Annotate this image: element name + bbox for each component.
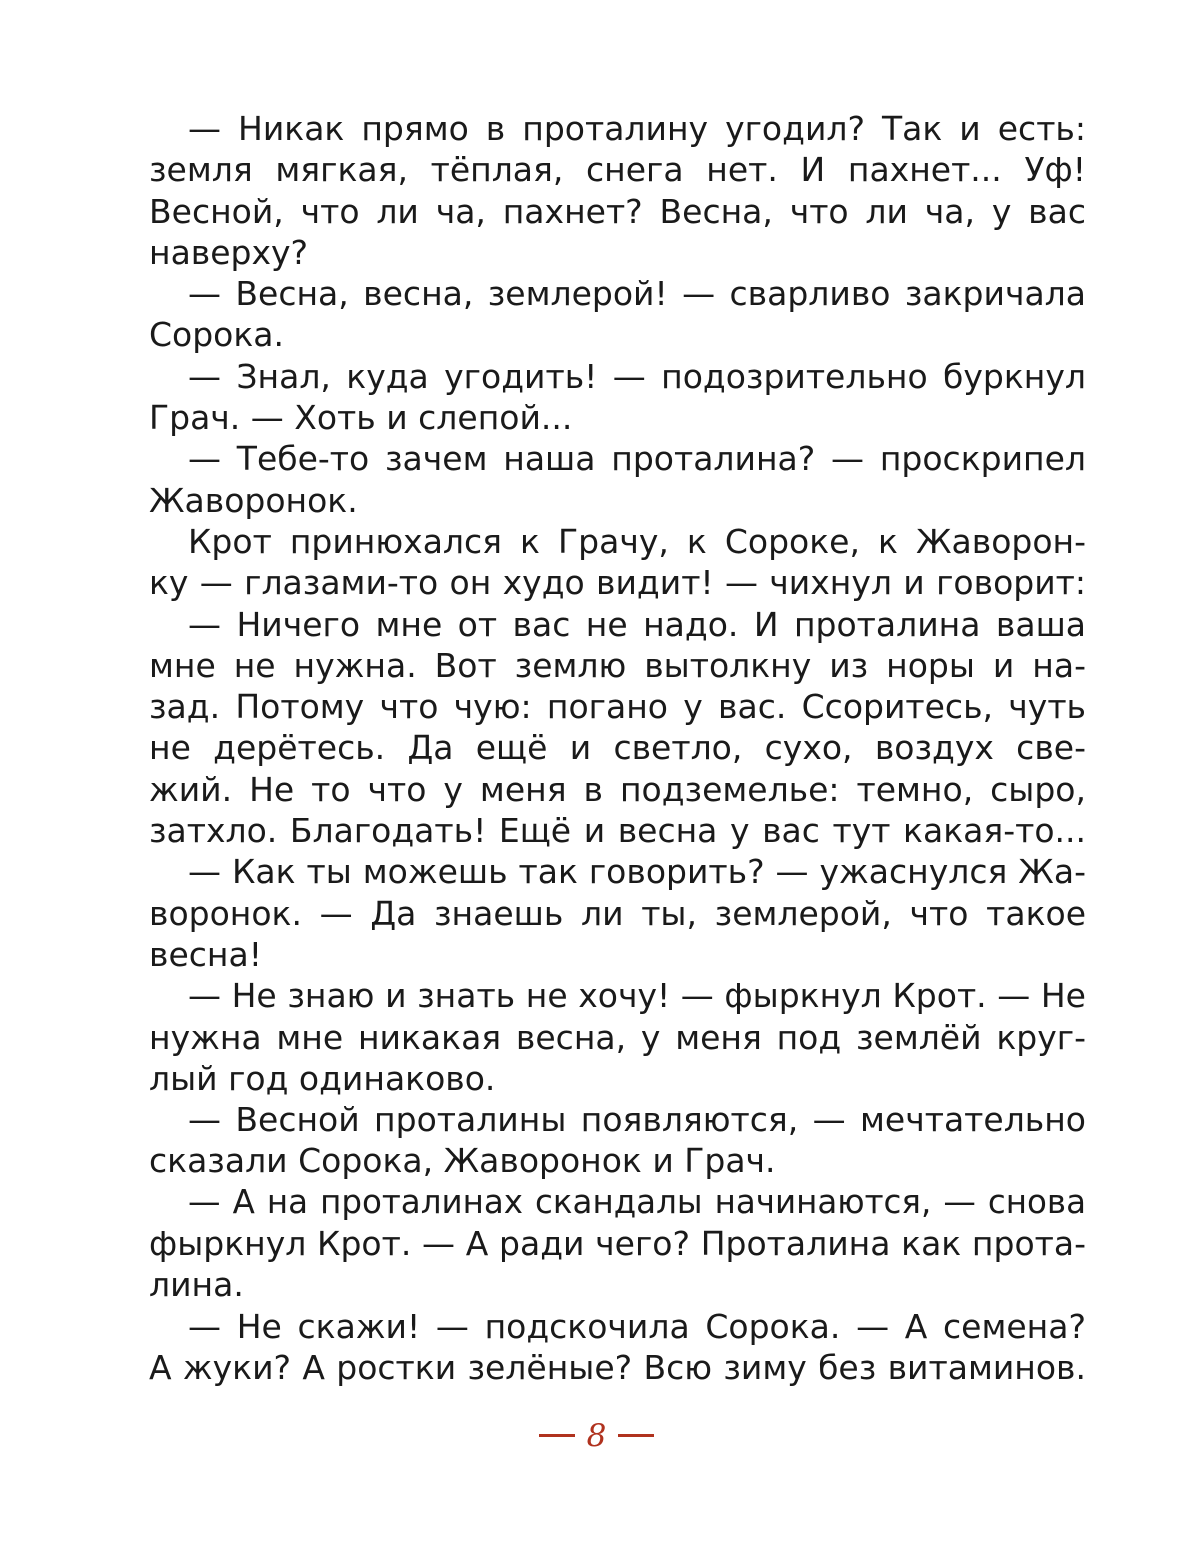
text-line: лый год одинаково.: [149, 1058, 496, 1098]
text-line: зад. Потому что чую: погано у вас. Ссоритесь, чуть: [149, 687, 1086, 727]
text-line: воронок. — Да знаешь ли ты, землерой, что такое: [149, 893, 1086, 933]
text-line: нужна мне никакая весна, у меня под землёй круг-: [149, 1017, 1086, 1057]
text-line: затхло. Благодать! Ещё и весна у вас тут какая-то...: [149, 811, 1086, 851]
text-line: ку — глазами-то он худо видит! — чихнул и говорит:: [149, 563, 1086, 603]
text-line: Сорока.: [149, 315, 285, 355]
text-line: — Тебе-то зачем наша проталина? — проскрипел: [188, 439, 1086, 479]
body-text: [149, 108, 1086, 1388]
text-line: земля мягкая, тёплая, снега нет. И пахнет... Уф!: [149, 150, 1086, 190]
text-line: Крот принюхался к Грачу, к Сороке, к Жаворон-: [188, 521, 1086, 561]
text-line: — А на проталинах скандалы начинаются, — снова: [188, 1182, 1086, 1221]
right-ornament-dash: [618, 1434, 654, 1437]
text-line: — Весна, весна, землерой! — сварливо закричала: [188, 274, 1086, 314]
page-number-footer: [0, 1416, 1193, 1456]
text-line: — Весной проталины появляются, — мечтательно: [188, 1100, 1086, 1140]
text-line: сказали Сорока, Жаворонок и Грач.: [149, 1141, 776, 1181]
text-line: мне не нужна. Вот землю вытолкну из норы и на-: [149, 645, 1086, 685]
text-line: лина.: [149, 1265, 244, 1305]
text-line: Жаворонок.: [149, 480, 358, 520]
text-line: весна!: [149, 934, 262, 974]
text-line: — Ничего мне от вас не надо. И проталина ваша: [188, 604, 1086, 644]
text-line: — Знал, куда угодить! — подозрительно буркнул: [188, 356, 1086, 396]
text-line: А жуки? А ростки зелёные? Всю зиму без витаминов.: [149, 1347, 1086, 1387]
text-line: не дерётесь. Да ещё и светло, сухо, воздух све-: [149, 728, 1086, 768]
text-line: наверху?: [149, 232, 309, 272]
text-line: Грач. — Хоть и слепой...: [149, 398, 573, 438]
text-line: — Не знаю и знать не хочу! — фыркнул Крот. — Не: [188, 976, 1086, 1016]
left-ornament-dash: [539, 1434, 575, 1437]
text-line: фыркнул Крот. — А ради чего? Проталина как прота-: [149, 1224, 1086, 1264]
text-line: — Как ты можешь так говорить? — ужаснулся Жа-: [188, 852, 1086, 892]
page-number: 8: [586, 1418, 607, 1454]
text-line: — Никак прямо в проталину угодил? Так и есть:: [188, 109, 1086, 148]
text-line: Весной, что ли ча, пахнет? Весна, что ли ча, у вас: [149, 191, 1086, 231]
text-line: жий. Не то что у меня в подземелье: темно, сыро,: [149, 769, 1086, 809]
text-line: — Не скажи! — подскочила Сорока. — А семена?: [188, 1306, 1086, 1346]
